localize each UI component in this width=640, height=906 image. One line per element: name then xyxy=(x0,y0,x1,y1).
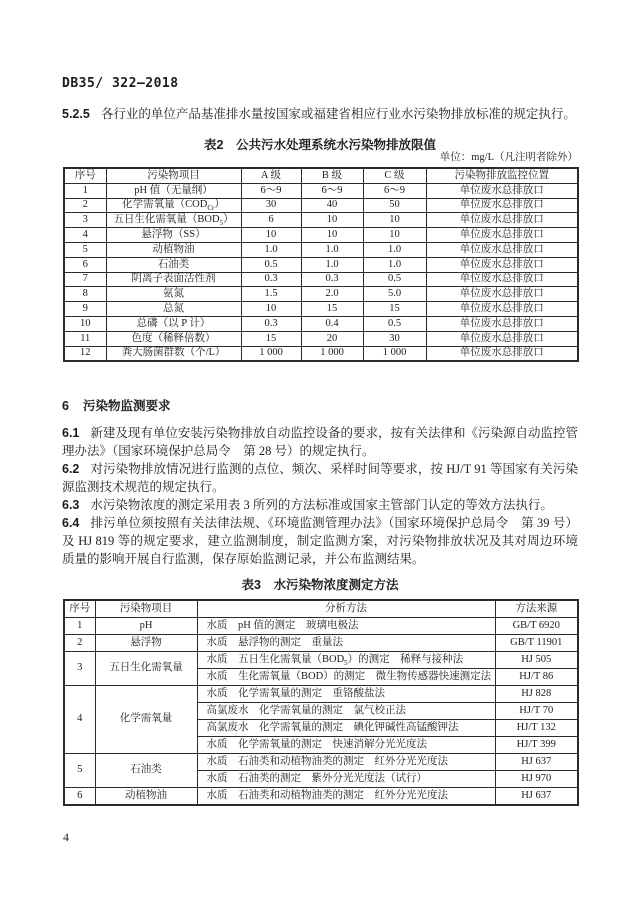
table2-cell: 1.0 xyxy=(301,242,363,257)
table2-cell: 5 xyxy=(64,242,106,257)
table3-analysis-cell: 高氯废水 化学需氧量的测定 碘化钾碱性高锰酸钾法 xyxy=(197,720,495,737)
table2-cell: 0.5 xyxy=(363,272,426,287)
table2-cell: 粪大肠菌群数（个/L） xyxy=(106,346,241,361)
table2-cell: 1.5 xyxy=(241,287,301,302)
table2-cell: 1 000 xyxy=(301,346,363,361)
clause-number: 6.3 xyxy=(62,498,80,512)
table2-row xyxy=(64,272,578,287)
table3-analysis-cell: 水质 生化需氧量（BOD）的测定 微生物传感器快速测定法 xyxy=(197,669,495,686)
table2-cell: 11 xyxy=(64,331,106,346)
clause-text: 各行业的单位产品基准排水量按国家或福建省相应行业水污染物排放标准的规定执行。 xyxy=(100,107,576,121)
table2-row xyxy=(64,183,578,198)
table2-cell: 0.3 xyxy=(241,272,301,287)
table2-cell: 10 xyxy=(301,228,363,243)
table2-cell: pH 值（无量纲） xyxy=(106,183,241,198)
table3-item-cell: 五日生化需氧量 xyxy=(95,652,197,686)
table2-row xyxy=(64,228,578,243)
table2-row xyxy=(64,213,578,228)
table2-cell: 单位废水总排放口 xyxy=(426,287,578,302)
table2-column-header: B 级 xyxy=(301,168,363,183)
table2-cell: 氨氮 xyxy=(106,287,241,302)
table2-cell: 5.0 xyxy=(363,287,426,302)
table3-analysis-cell: 水质 石油类的测定 紫外分光光度法（试行） xyxy=(197,771,495,788)
table2-cell: 6 xyxy=(241,213,301,228)
table3-column-header: 分析方法 xyxy=(197,600,495,618)
table2-cell: 单位废水总排放口 xyxy=(426,198,578,213)
table2-discharge-limits xyxy=(63,167,579,362)
table2-cell: 1 000 xyxy=(363,346,426,361)
table2-cell: 1 000 xyxy=(241,346,301,361)
table2-cell: 0.5 xyxy=(241,257,301,272)
clause-6-3: 6.3 水污染物浓度的测定采用表 3 所列的方法标准或国家主管部门认定的等效方法执行。 xyxy=(62,498,553,512)
clause-5-2-5 xyxy=(62,105,578,123)
table2-cell: 石油类 xyxy=(106,257,241,272)
table2-cell: 9 xyxy=(64,302,106,317)
table3-row xyxy=(64,652,578,669)
table3-source-cell: GB/T 6920 xyxy=(495,618,578,635)
table2-cell: 3 xyxy=(64,213,106,228)
table2-cell: 单位废水总排放口 xyxy=(426,302,578,317)
table2-cell: 单位废水总排放口 xyxy=(426,242,578,257)
table3-index-cell: 1 xyxy=(64,618,95,635)
table2-cell: 2.0 xyxy=(301,287,363,302)
table3-source-cell: GB/T 11901 xyxy=(495,635,578,652)
table3-source-cell: HJ/T 132 xyxy=(495,720,578,737)
table3-row xyxy=(64,754,578,771)
table2-row xyxy=(64,346,578,361)
table3-index-cell: 2 xyxy=(64,635,95,652)
table2-cell: 15 xyxy=(241,331,301,346)
table3-item-cell: 悬浮物 xyxy=(95,635,197,652)
table2-cell: 单位废水总排放口 xyxy=(426,183,578,198)
section6-number: 6 xyxy=(62,399,69,413)
table2-cell: 化学需氧量$(COD_{Cr})$ xyxy=(106,198,241,213)
table2-cell: 色度（稀释倍数） xyxy=(106,331,241,346)
table2-row xyxy=(64,242,578,257)
table2-cell: 12 xyxy=(64,346,106,361)
table3-analysis-cell: 高氯废水 化学需氧量的测定 氯气校正法 xyxy=(197,703,495,720)
table3-source-cell: HJ/T 86 xyxy=(495,669,578,686)
table3-index-cell: 4 xyxy=(64,686,95,754)
table2-row xyxy=(64,302,578,317)
table2-cell: 6～9 xyxy=(241,183,301,198)
clause-number: 6.2 xyxy=(62,462,80,476)
table2-cell: 40 xyxy=(301,198,363,213)
table3-source-cell: HJ 637 xyxy=(495,754,578,771)
table2-cell: 单位废水总排放口 xyxy=(426,331,578,346)
table3-analysis-cell: 水质 五日生化需氧量$(BOD_5)$的测定 稀释与接种法 xyxy=(197,652,495,669)
table2-cell: 五日生化需氧量$(BOD_5)$ xyxy=(106,213,241,228)
table2-cell: 15 xyxy=(363,302,426,317)
table2-cell: 阴离子表面活性剂 xyxy=(106,272,241,287)
table2-cell: 总氮 xyxy=(106,302,241,317)
table2-column-header: 污染物排放监控位置 xyxy=(426,168,578,183)
table3-measurement-methods xyxy=(63,599,579,806)
table2-cell: 10 xyxy=(241,302,301,317)
table2-cell: 单位废水总排放口 xyxy=(426,228,578,243)
table3-source-cell: HJ 828 xyxy=(495,686,578,703)
table3-item-cell: 石油类 xyxy=(95,754,197,788)
table2-header xyxy=(64,168,578,183)
table2-cell: 1.0 xyxy=(363,242,426,257)
table3-column-header: 污染物项目 xyxy=(95,600,197,618)
table2-cell: 10 xyxy=(64,316,106,331)
table2-cell: 4 xyxy=(64,228,106,243)
table3-index-cell: 3 xyxy=(64,652,95,686)
table2-cell: 单位废水总排放口 xyxy=(426,316,578,331)
table2-cell: 1.0 xyxy=(301,257,363,272)
table2-cell: 50 xyxy=(363,198,426,213)
table3-item-cell: 动植物油 xyxy=(95,788,197,806)
table3-row xyxy=(64,635,578,652)
table2-cell: 0.5 xyxy=(363,316,426,331)
table2-cell: 1.0 xyxy=(241,242,301,257)
table3-column-header: 方法来源 xyxy=(495,600,578,618)
table2-cell: 1.0 xyxy=(363,257,426,272)
table3-source-cell: HJ 637 xyxy=(495,788,578,806)
table2-cell: 15 xyxy=(301,302,363,317)
table3-row xyxy=(64,618,578,635)
table2-cell: 10 xyxy=(241,228,301,243)
table2-cell: 2 xyxy=(64,198,106,213)
table2-cell: 6～9 xyxy=(301,183,363,198)
table2-column-header: A 级 xyxy=(241,168,301,183)
standard-code: DB35/ 322—2018 xyxy=(62,76,179,91)
table3-analysis-cell: 水质 化学需氧量的测定 重铬酸盐法 xyxy=(197,686,495,703)
table2-row xyxy=(64,316,578,331)
section6-paragraphs xyxy=(62,424,578,568)
table2-cell: 0.3 xyxy=(301,272,363,287)
table2-column-header: C 级 xyxy=(363,168,426,183)
table2-unit-note: 单位：mg/L（凡注明者除外） xyxy=(439,152,578,163)
table2-cell: 30 xyxy=(363,331,426,346)
table2-cell: 动植物油 xyxy=(106,242,241,257)
table3-column-header: 序号 xyxy=(64,600,95,618)
table3-row xyxy=(64,686,578,703)
table3-row xyxy=(64,788,578,806)
table3-analysis-cell: 水质 悬浮物的测定 重量法 xyxy=(197,635,495,652)
table2-caption: 表2 公共污水处理系统水污染物排放限值 xyxy=(204,138,436,152)
table2-cell: 8 xyxy=(64,287,106,302)
table2-cell: 单位废水总排放口 xyxy=(426,257,578,272)
table2-cell: 30 xyxy=(241,198,301,213)
table2-cell: 6 xyxy=(64,257,106,272)
section6-heading xyxy=(62,396,170,414)
table3-index-cell: 5 xyxy=(64,754,95,788)
table3-index-cell: 6 xyxy=(64,788,95,806)
table3-source-cell: HJ 970 xyxy=(495,771,578,788)
table3-source-cell: HJ/T 399 xyxy=(495,737,578,754)
table3-analysis-cell: 水质 石油类和动植物油类的测定 红外分光光度法 xyxy=(197,754,495,771)
table2-cell: 7 xyxy=(64,272,106,287)
table3-analysis-cell: 水质 石油类和动植物油类的测定 红外分光光度法 xyxy=(197,788,495,806)
table2-row xyxy=(64,257,578,272)
table2-row xyxy=(64,287,578,302)
table3-source-cell: HJ/T 70 xyxy=(495,703,578,720)
table2-cell: 单位废水总排放口 xyxy=(426,213,578,228)
table2-cell: 总磷（以 P 计） xyxy=(106,316,241,331)
table2-cell: 悬浮物（SS） xyxy=(106,228,241,243)
table2-row xyxy=(64,198,578,213)
table3-analysis-cell: 水质 化学需氧量的测定 快速消解分光光度法 xyxy=(197,737,495,754)
clause-number: 5.2.5 xyxy=(62,107,90,121)
table3-item-cell: pH xyxy=(95,618,197,635)
table2-cell: 0.3 xyxy=(241,316,301,331)
clause-6-4: 6.4 排污单位须按照有关法律法规、《环境监测管理办法》（国家环境保护总局令 第 39 号）及 HJ 819 等的规定要求，建立监测制度，制定监测方案，对污染物排放状况及其对周边环境质量的影响开展自行监测，保存原始监测记录，并公布监测结果。 xyxy=(62,516,578,566)
clause-6-2: 6.2 对污染物排放情况进行监测的点位、频次、采样时间等要求，按 HJ/T 91 等国家有关污染源监测技术规范的规定执行。 xyxy=(62,462,578,494)
table2-cell: 0.4 xyxy=(301,316,363,331)
table3-caption: 表3 水污染物浓度测定方法 xyxy=(241,578,399,592)
table2-cell: 20 xyxy=(301,331,363,346)
table2-cell: 10 xyxy=(301,213,363,228)
table2-cell: 10 xyxy=(363,228,426,243)
table2-column-header: 序号 xyxy=(64,168,106,183)
clause-number: 6.4 xyxy=(62,516,80,530)
clause-number: 6.1 xyxy=(62,426,80,440)
table2-cell: 10 xyxy=(363,213,426,228)
table3-source-cell: HJ 505 xyxy=(495,652,578,669)
page-number: 4 xyxy=(63,830,69,844)
clause-6-1: 6.1 新建及现有单位安装污染物排放自动监控设备的要求，按有关法律和《污染源自动监控管理办法》（国家环境保护总局令 第 28 号）的规定执行。 xyxy=(62,426,578,458)
table3-header xyxy=(64,600,578,618)
section6-title: 污染物监测要求 xyxy=(82,399,171,413)
table2-row xyxy=(64,331,578,346)
table3-analysis-cell: 水质 pH 值的测定 玻璃电极法 xyxy=(197,618,495,635)
table2-cell: 单位废水总排放口 xyxy=(426,346,578,361)
table2-column-header: 污染物项目 xyxy=(106,168,241,183)
table3-item-cell: 化学需氧量 xyxy=(95,686,197,754)
table2-cell: 1 xyxy=(64,183,106,198)
table2-cell: 单位废水总排放口 xyxy=(426,272,578,287)
table2-cell: 6～9 xyxy=(363,183,426,198)
